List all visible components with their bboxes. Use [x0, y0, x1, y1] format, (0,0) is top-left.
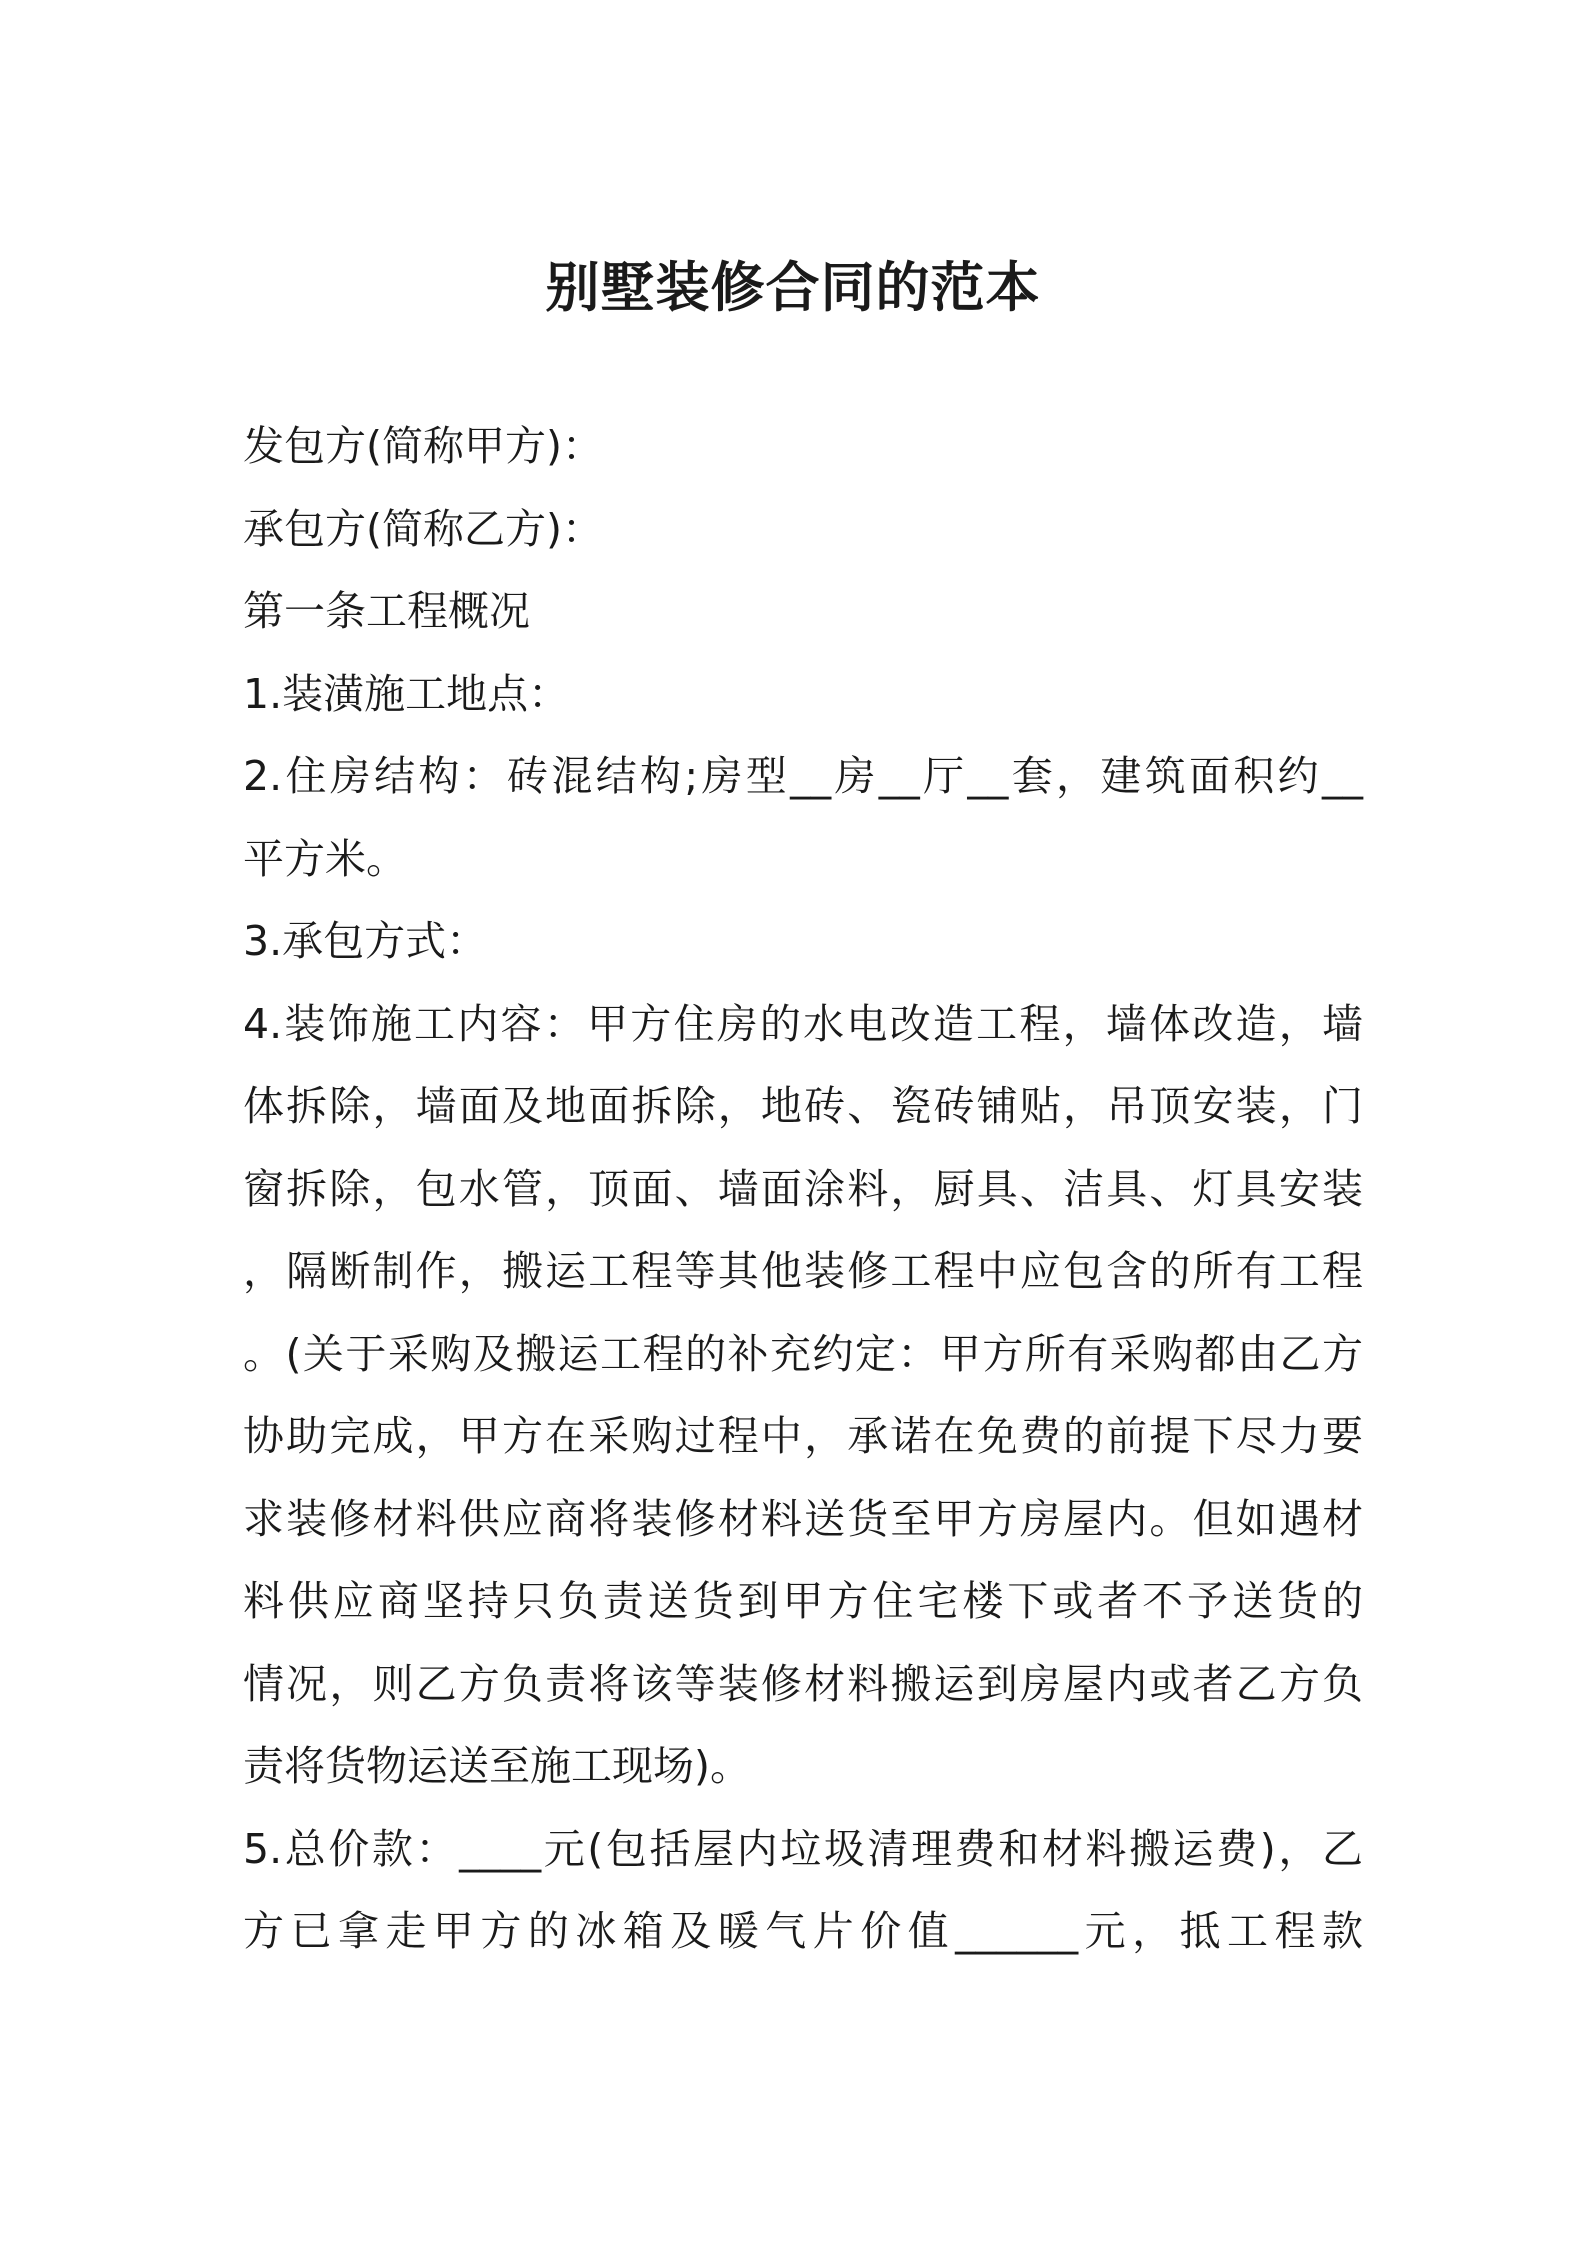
party-a-line: 发包方(简称甲方)：: [243, 422, 603, 470]
clause-4-line: 料供应商坚持只负责送货到甲方住宅楼下或者不予送货的: [243, 1577, 1363, 1625]
clause-4-line: ，隔断制作，搬运工程等其他装修工程中应包含的所有工程: [243, 1247, 1363, 1295]
clause-4-line: 体拆除，墙面及地面拆除，地砖、瓷砖铺贴，吊顶安装，门: [243, 1082, 1363, 1130]
clause-2-line: 2.住房结构：砖混结构;房型__房__厅__套，建筑面积约__: [243, 752, 1363, 800]
document-body: [243, 405, 1363, 1973]
clause-5-line: 5.总价款：____元(包括屋内垃圾清理费和材料搬运费)，乙: [243, 1824, 1363, 1873]
clause-4-line: 4.装饰施工内容：甲方住房的水电改造工程，墙体改造，墙: [243, 999, 1363, 1048]
clause-4-line: 协助完成，甲方在采购过程中，承诺在免费的前提下尽力要: [243, 1412, 1363, 1460]
document-title: 别墅装修合同的范本: [545, 256, 1041, 319]
clause-4-line: 责将货物运送至施工现场)。: [243, 1742, 751, 1790]
section-heading: 第一条工程概况: [243, 587, 530, 635]
clause-3-line: 3.承包方式：: [243, 917, 488, 965]
clause-4-line: 。(关于采购及搬运工程的补充约定：甲方所有采购都由乙方: [243, 1329, 1363, 1378]
party-b-line: 承包方(简称乙方)：: [243, 504, 603, 553]
clause-5-line: 方已拿走甲方的冰箱及暖气片价值______元，抵工程款: [243, 1907, 1363, 1955]
clause-1-line: 1.装潢施工地点：: [243, 669, 570, 718]
clause-2-line: 平方米。: [243, 834, 407, 883]
clause-4-line: 窗拆除，包水管，顶面、墙面涂料，厨具、洁具、灯具安装: [243, 1164, 1363, 1213]
clause-4-line: 情况，则乙方负责将该等装修材料搬运到房屋内或者乙方负: [243, 1659, 1363, 1708]
clause-4-line: 求装修材料供应商将装修材料送货至甲方房屋内。但如遇材: [243, 1494, 1363, 1543]
